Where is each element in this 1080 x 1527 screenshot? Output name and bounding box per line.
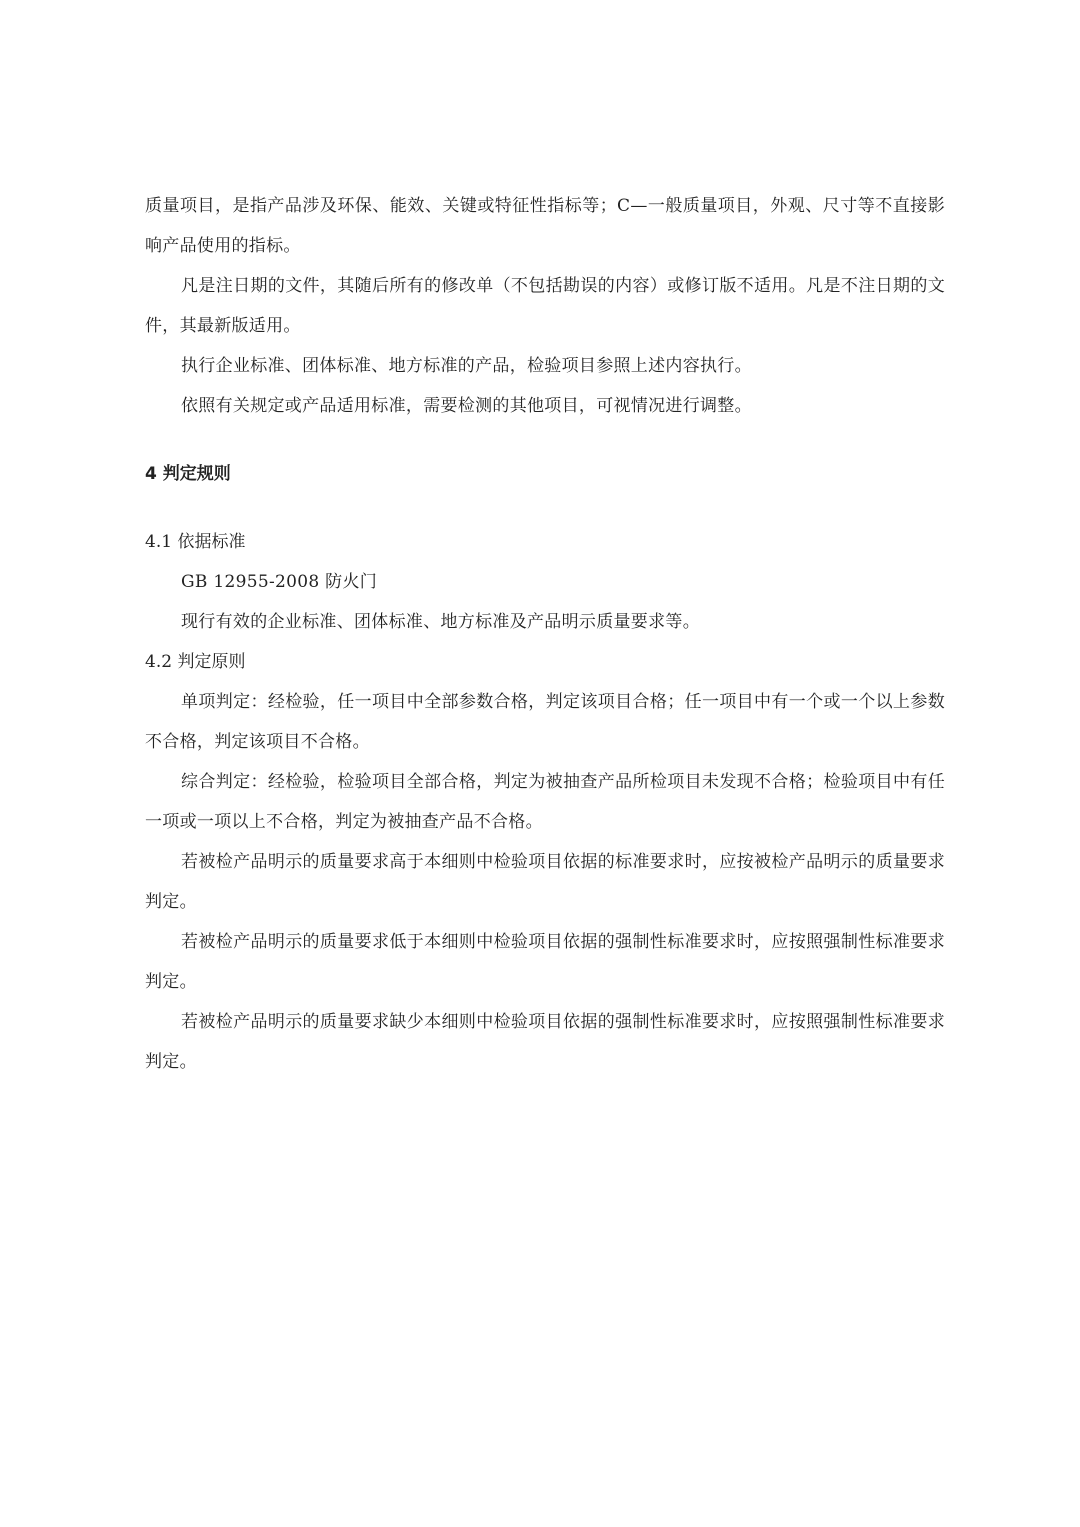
spacer bbox=[145, 426, 945, 454]
intro-paragraph-1: 质量项目，是指产品涉及环保、能效、关键或特征性指标等；C—一般质量项目，外观、尺寸等不直接影响产品使用的指标。 bbox=[145, 196, 945, 256]
intro-paragraph-2: 凡是注日期的文件，其随后所有的修改单（不包括勘误的内容）或修订版不适用。凡是不注日期的文件，其最新版适用。 bbox=[145, 276, 945, 336]
spacer bbox=[145, 494, 945, 522]
principle-paragraph-4: 若被检产品明示的质量要求低于本细则中检验项目依据的强制性标准要求时，应按照强制性标准要求判定。 bbox=[145, 932, 945, 992]
intro-paragraph-3: 执行企业标准、团体标准、地方标准的产品，检验项目参照上述内容执行。 bbox=[181, 356, 752, 376]
section-4-heading: 4 判定规则 bbox=[145, 464, 231, 484]
intro-paragraph-4: 依照有关规定或产品适用标准，需要检测的其他项目，可视情况进行调整。 bbox=[181, 396, 752, 416]
principle-paragraph-2: 综合判定：经检验，检验项目全部合格，判定为被抽查产品所检项目未发现不合格；检验项目中有任一项或一项以上不合格，判定为被抽查产品不合格。 bbox=[145, 772, 945, 832]
section-4-2-heading: 4.2 判定原则 bbox=[145, 652, 246, 672]
standard-description: 现行有效的企业标准、团体标准、地方标准及产品明示质量要求等。 bbox=[181, 612, 700, 632]
standard-reference: GB 12955-2008 防火门 bbox=[181, 572, 378, 592]
section-4-1-heading: 4.1 依据标准 bbox=[145, 532, 246, 552]
principle-paragraph-3: 若被检产品明示的质量要求高于本细则中检验项目依据的标准要求时，应按被检产品明示的质量要求判定。 bbox=[145, 852, 945, 912]
principle-paragraph-1: 单项判定：经检验，任一项目中全部参数合格，判定该项目合格；任一项目中有一个或一个以上参数不合格，判定该项目不合格。 bbox=[145, 692, 945, 752]
principle-paragraph-5: 若被检产品明示的质量要求缺少本细则中检验项目依据的强制性标准要求时，应按照强制性标准要求判定。 bbox=[145, 1012, 945, 1072]
page-content bbox=[145, 186, 945, 1082]
